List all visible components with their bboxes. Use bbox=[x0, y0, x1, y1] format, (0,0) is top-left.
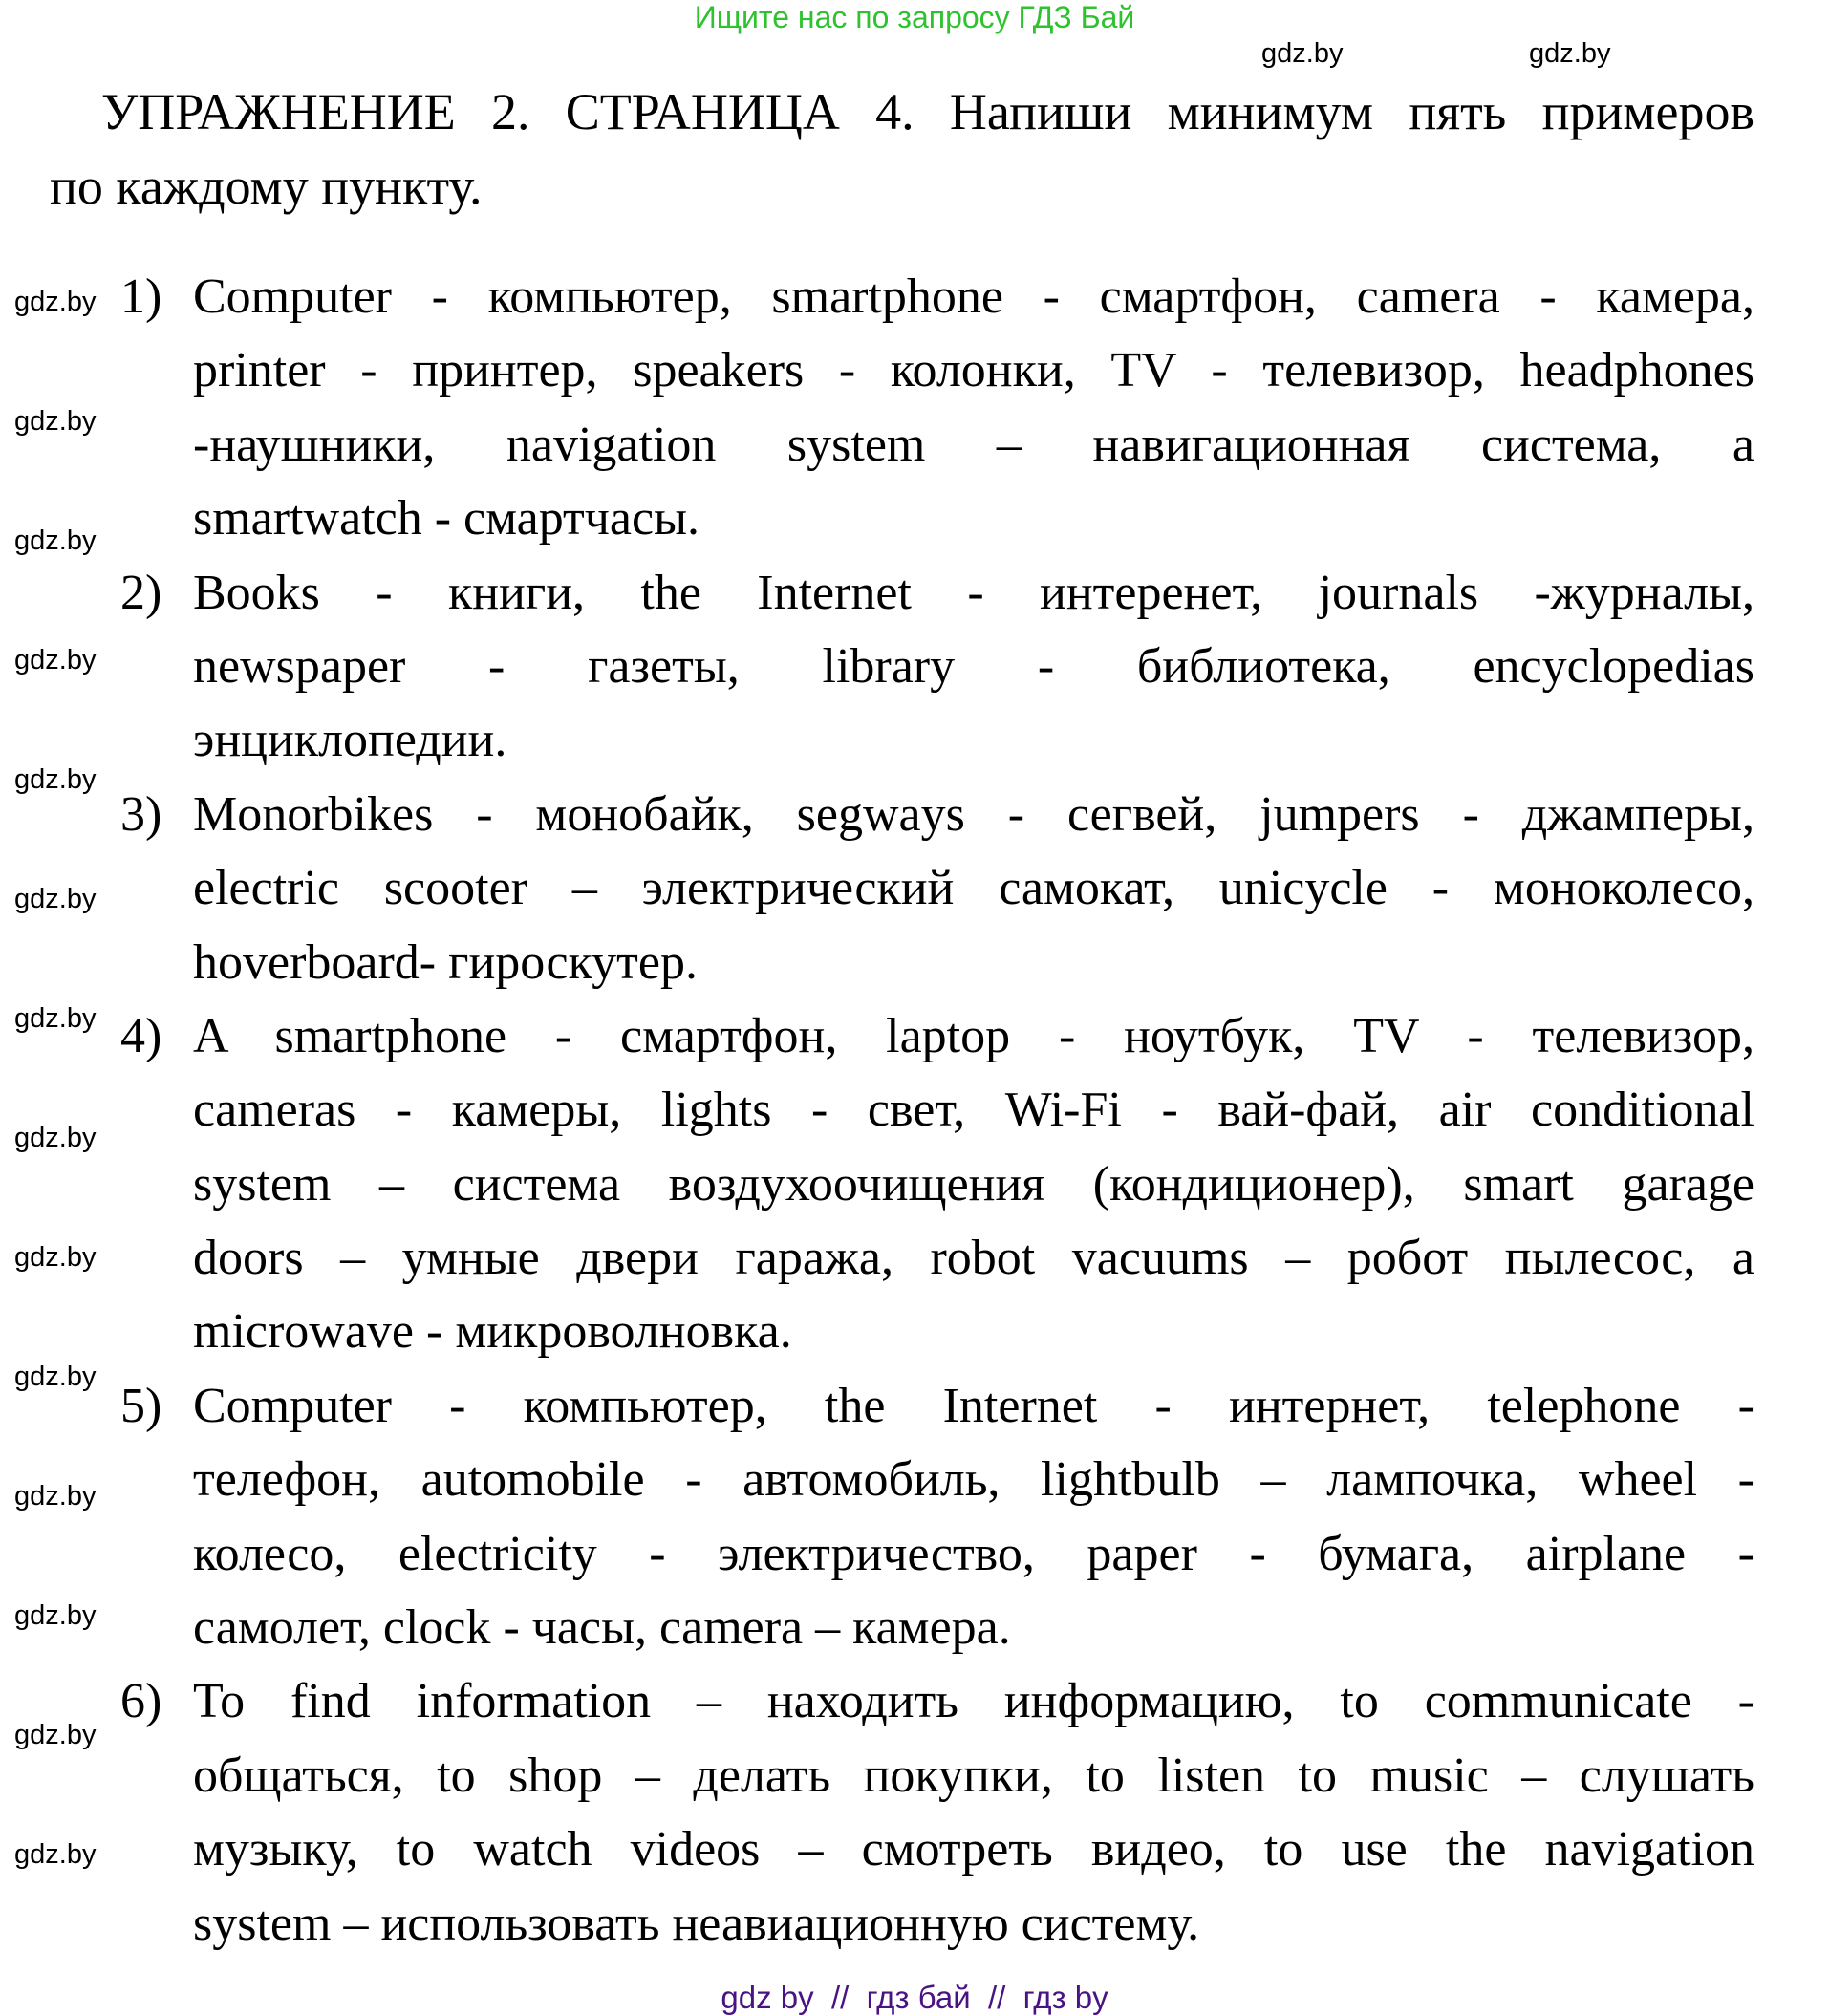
answer-line: cameras - камеры, lights - свет, Wi-Fi - вай-фай, air conditional bbox=[193, 1083, 1754, 1138]
answer-line: system – использовать неавиационную систему. bbox=[193, 1896, 1200, 1951]
answer-line: smartwatch - смартчасы. bbox=[193, 491, 700, 547]
watermark: gdz.by bbox=[14, 1720, 97, 1750]
answer-item bbox=[120, 1664, 1754, 1961]
answer-line: To find information – находить информацию, to communicate - bbox=[193, 1674, 1754, 1729]
answer-line: музыку, to watch videos – смотреть видео, to use the navigation bbox=[193, 1822, 1755, 1877]
answer-line: hoverboard- гироскутер. bbox=[193, 934, 698, 990]
watermark: gdz.by bbox=[1261, 38, 1344, 69]
watermark: gdz.by bbox=[14, 1242, 97, 1273]
search-hint-banner: Ищите нас по запросу ГДЗ Бай bbox=[694, 0, 1135, 34]
answer-item bbox=[120, 778, 1754, 999]
item-number: 1) bbox=[120, 269, 162, 324]
answer-line: колесо, electricity - электричество, paper - бумага, airplane - bbox=[193, 1526, 1754, 1581]
title-line-2: по каждому пункту. bbox=[50, 158, 483, 215]
watermark: gdz.by bbox=[14, 1839, 97, 1870]
item-number: 3) bbox=[120, 786, 162, 842]
answer-line: Books - книги, the Internet - интеренет, journals -журналы, bbox=[193, 565, 1754, 620]
exercise-title bbox=[50, 75, 1754, 224]
footer-links: gdz by // гдз бай // гдз by bbox=[721, 1980, 1108, 2015]
answer-line: doors – умные двери гаража, robot vacuums – робот пылесос, a bbox=[193, 1231, 1754, 1286]
answer-list bbox=[120, 260, 1754, 1961]
answer-line: microwave - микроволновка. bbox=[193, 1304, 792, 1360]
answer-line: телефон, automobile - автомобиль, lightbulb – лампочка, wheel - bbox=[193, 1452, 1754, 1508]
answer-item bbox=[120, 260, 1754, 556]
answer-line: энциклопедии. bbox=[193, 713, 507, 768]
watermark: gdz.by bbox=[14, 1481, 97, 1512]
answer-line: Computer - компьютер, smartphone - смартфон, camera - камера, bbox=[193, 269, 1754, 324]
watermark: gdz.by bbox=[14, 884, 97, 914]
answer-item bbox=[120, 556, 1754, 778]
answer-line: -наушники, navigation system – навигационная система, a bbox=[193, 417, 1754, 472]
answer-line: Monorbikes - монобайк, segways - сегвей, jumpers - джамперы, bbox=[193, 786, 1754, 842]
answer-line: A smartphone - смартфон, laptop - ноутбук, TV - телевизор, bbox=[193, 1008, 1754, 1063]
answer-line: общаться, to shop – делать покупки, to listen to music – слушать bbox=[193, 1748, 1754, 1803]
item-number: 5) bbox=[120, 1378, 162, 1433]
item-number: 6) bbox=[120, 1674, 162, 1729]
answer-line: newspaper - газеты, library - библиотека, encyclopedias bbox=[193, 638, 1754, 694]
watermark: gdz.by bbox=[14, 406, 97, 437]
answer-line: Computer - компьютер, the Internet - интернет, telephone - bbox=[193, 1378, 1754, 1433]
answer-line: printer - принтер, speakers - колонки, TV - телевизор, headphones bbox=[193, 343, 1754, 398]
watermark: gdz.by bbox=[14, 1123, 97, 1153]
answer-line: самолет, clock - часы, camera – камера. bbox=[193, 1600, 1011, 1656]
answer-item bbox=[120, 1369, 1754, 1665]
answer-item bbox=[120, 999, 1754, 1369]
watermark: gdz.by bbox=[1529, 38, 1611, 69]
title-line-1: УПРАЖНЕНИЕ 2. СТРАНИЦА 4. Напиши минимум пять примеров bbox=[101, 83, 1754, 140]
item-number: 4) bbox=[120, 1008, 162, 1063]
watermark: gdz.by bbox=[14, 1003, 97, 1034]
watermark: gdz.by bbox=[14, 287, 97, 317]
item-number: 2) bbox=[120, 565, 162, 620]
watermark: gdz.by bbox=[14, 1362, 97, 1392]
answer-line: system – система воздухоочищения (кондиционер), smart garage bbox=[193, 1156, 1754, 1212]
watermark: gdz.by bbox=[14, 645, 97, 676]
watermark: gdz.by bbox=[14, 764, 97, 795]
watermark: gdz.by bbox=[14, 525, 97, 556]
watermark: gdz.by bbox=[14, 1600, 97, 1631]
answer-line: electric scooter – электрический самокат, unicycle - моноколесо, bbox=[193, 861, 1754, 916]
